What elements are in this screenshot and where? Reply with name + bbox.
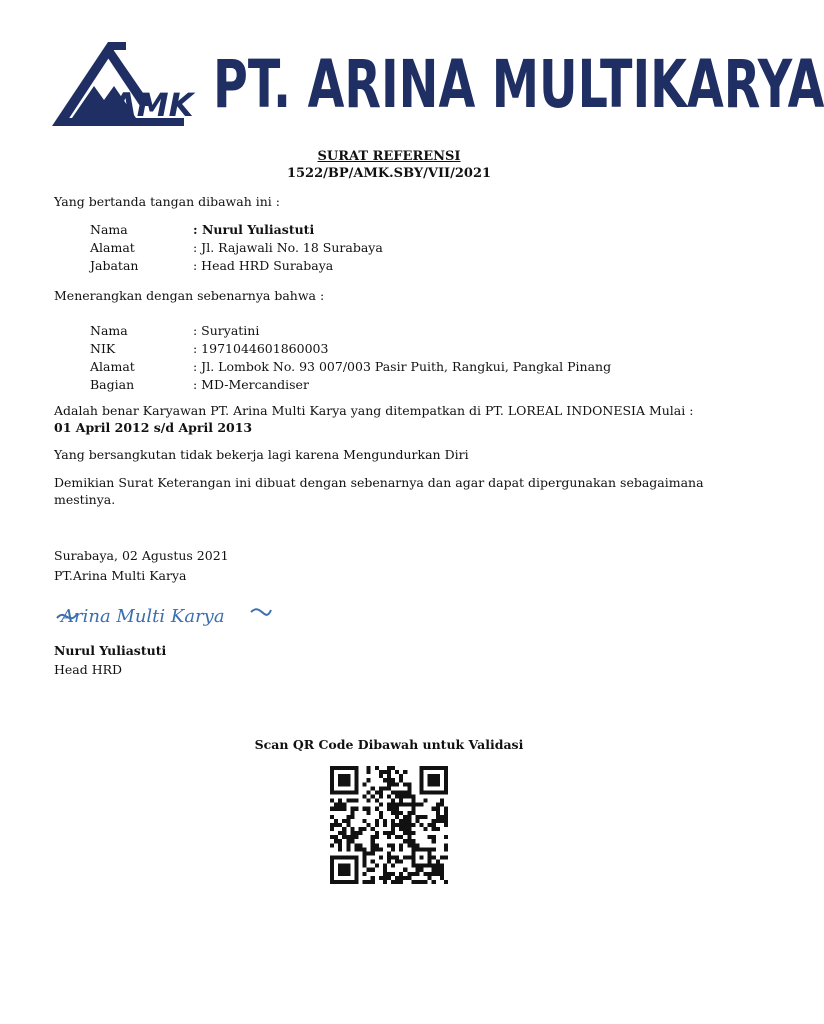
employee-details: [90, 322, 710, 394]
field-value: : 1971044601860003: [193, 341, 329, 356]
document-title-block: [0, 148, 778, 182]
company-name: PT. ARINA MULTIKARYA: [213, 46, 824, 123]
field-label: NIK: [90, 341, 116, 356]
reason-text: Yang bersangkutan tidak bekerja lagi karena Mengundurkan Diri: [54, 447, 469, 462]
field-value: : Suryatini: [193, 323, 260, 338]
signer-address-row: [90, 239, 710, 257]
employment-text: Adalah benar Karyawan PT. Arina Multi Karya yang ditempatkan di PT. LOREAL INDONESIA Mulai :: [54, 403, 694, 418]
field-label: Jabatan: [90, 258, 139, 273]
field-value: : Nurul Yuliastuti: [193, 222, 315, 237]
employment-paragraph: [54, 402, 714, 436]
employee-address-row: [90, 358, 710, 376]
intro-text: Yang bertanda tangan dibawah ini :: [54, 194, 280, 209]
signer-details: [90, 221, 710, 275]
signer-position: Head HRD: [54, 662, 123, 677]
field-value: : MD-Mercandiser: [193, 377, 309, 392]
company-short-name: PT.Arina Multi Karya: [54, 568, 187, 583]
field-label: Nama: [90, 222, 128, 237]
employment-period: 01 April 2012 s/d April 2013: [54, 420, 253, 435]
svg-text:Arina Multi Karya: Arina Multi Karya: [61, 606, 225, 627]
signer-name-row: [90, 221, 710, 239]
field-label: Bagian: [90, 377, 135, 392]
field-value: : Jl. Rajawali No. 18 Surabaya: [193, 240, 383, 255]
document-title: SURAT REFERENSI: [317, 149, 461, 164]
field-label: Alamat: [90, 240, 135, 255]
field-value: : Jl. Lombok No. 93 007/003 Pasir Puith, Rangkui, Pangkal Pinang: [193, 359, 612, 374]
field-label: Nama: [90, 323, 128, 338]
qr-code[interactable]: [324, 766, 454, 884]
qr-caption: Scan QR Code Dibawah untuk Validasi: [254, 737, 524, 752]
signer-position-row: [90, 257, 710, 275]
statement-text: Menerangkan dengan sebenarnya bahwa :: [54, 288, 325, 303]
place-date: Surabaya, 02 Agustus 2021: [54, 548, 229, 563]
employee-name-row: [90, 322, 710, 340]
closing-text: Demikian Surat Keterangan ini dibuat dengan sebenarnya dan agar dapat dipergunakan sebagaimana mestinya.: [54, 475, 704, 507]
field-value: : Head HRD Surabaya: [193, 258, 334, 273]
svg-text:AMK: AMK: [112, 86, 194, 124]
employee-nik-row: [90, 340, 710, 358]
document-number: 1522/BP/AMK.SBY/VII/2021: [286, 166, 492, 181]
field-label: Alamat: [90, 359, 135, 374]
company-logo: [52, 40, 194, 130]
signature: [55, 598, 275, 634]
employee-department-row: [90, 376, 710, 394]
signer-name: Nurul Yuliastuti: [54, 643, 167, 658]
